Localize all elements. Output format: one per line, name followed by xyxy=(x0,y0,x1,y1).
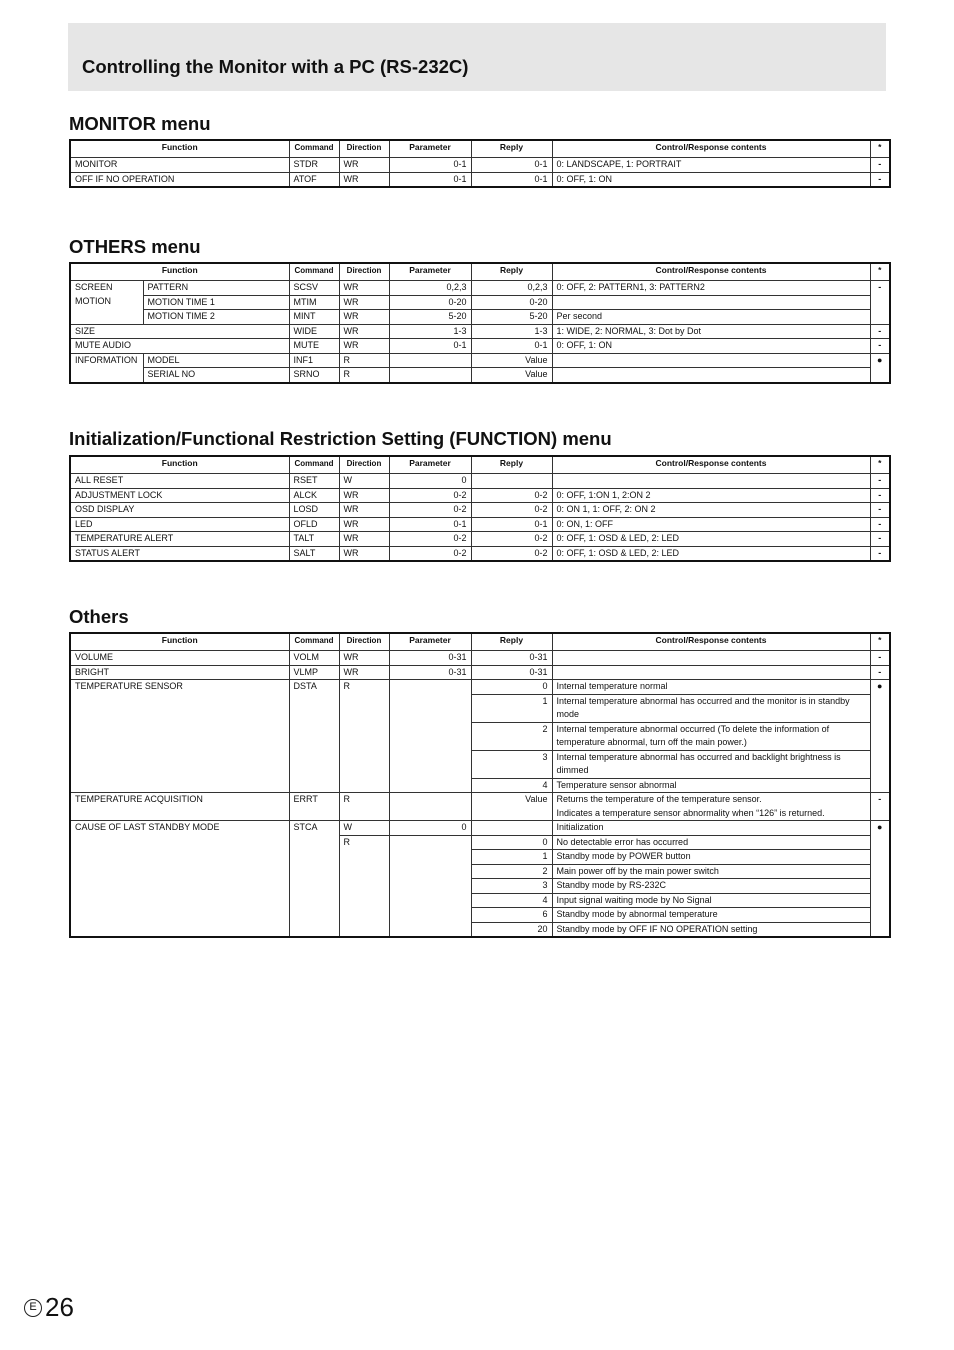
function-cell: ADJUSTMENT LOCK xyxy=(70,488,289,503)
function-cell: MOTION TIME 1 xyxy=(143,295,289,310)
star-cell: - xyxy=(870,474,890,489)
col-direction: Direction xyxy=(339,263,389,281)
direction-cell: WR xyxy=(339,665,389,680)
direction-cell: R xyxy=(339,368,389,383)
parameter-cell: 0-1 xyxy=(389,172,471,187)
parameter-cell: 0-1 xyxy=(389,339,471,354)
function-cell: BRIGHT xyxy=(70,665,289,680)
parameter-cell: 0-1 xyxy=(389,158,471,173)
table-row xyxy=(70,295,890,310)
contents-cell: 0: OFF, 1: OSD & LED, 2: LED xyxy=(552,532,870,547)
col-contents: Control/Response contents xyxy=(552,633,870,651)
col-command: Command xyxy=(289,633,339,651)
reply-cell: 4 xyxy=(471,893,552,908)
reply-cell xyxy=(471,821,552,836)
star-cell: - xyxy=(870,339,890,354)
contents-cell: 0: ON, 1: OFF xyxy=(552,517,870,532)
star-cell: - xyxy=(870,532,890,547)
function-cell: SIZE xyxy=(70,324,289,339)
star-cell: - xyxy=(870,665,890,680)
contents-cell xyxy=(552,651,870,666)
reply-cell: 1 xyxy=(471,694,552,722)
function-cell: MONITOR xyxy=(70,158,289,173)
contents-cell: Internal temperature abnormal has occurred and the monitor is in standby mode xyxy=(552,694,870,722)
col-command: Command xyxy=(289,263,339,281)
star-cell: - xyxy=(870,517,890,532)
function-cell: VOLUME xyxy=(70,651,289,666)
contents-cell: 1: WIDE, 2: NORMAL, 3: Dot by Dot xyxy=(552,324,870,339)
direction-cell: WR xyxy=(339,517,389,532)
function-cell: OFF IF NO OPERATION xyxy=(70,172,289,187)
contents-cell: Internal temperature abnormal has occurred and backlight brightness is dimmed xyxy=(552,750,870,778)
direction-cell: WR xyxy=(339,324,389,339)
contents-cell xyxy=(552,665,870,680)
direction-cell: WR xyxy=(339,281,389,296)
reply-cell: 1-3 xyxy=(471,324,552,339)
star-cell: - xyxy=(870,281,890,325)
reply-cell: 0 xyxy=(471,835,552,850)
command-cell: ALCK xyxy=(289,488,339,503)
col-command: Command xyxy=(289,140,339,158)
col-contents: Control/Response contents xyxy=(552,456,870,474)
reply-cell: 0-1 xyxy=(471,339,552,354)
command-cell: WIDE xyxy=(289,324,339,339)
col-function: Function xyxy=(70,633,289,651)
contents-cell: 0: OFF, 1: ON xyxy=(552,339,870,354)
section-title-others: Others xyxy=(69,606,129,627)
table-row xyxy=(70,281,890,296)
contents-cell: 0: OFF, 1: ON xyxy=(552,172,870,187)
contents-cell: Input signal waiting mode by No Signal xyxy=(552,893,870,908)
function-cell: MOTION TIME 2 xyxy=(143,310,289,325)
parameter-cell: 0-1 xyxy=(389,517,471,532)
group-cell-screen-motion: SCREEN MOTION xyxy=(70,281,143,325)
reply-cell: 0-2 xyxy=(471,532,552,547)
parameter-cell: 0-31 xyxy=(389,651,471,666)
reply-cell: 5-20 xyxy=(471,310,552,325)
parameter-cell: 0-2 xyxy=(389,532,471,547)
command-cell: SCSV xyxy=(289,281,339,296)
col-direction: Direction xyxy=(339,633,389,651)
reply-cell: 6 xyxy=(471,908,552,923)
col-function: Function xyxy=(70,263,289,281)
col-reply: Reply xyxy=(471,140,552,158)
table-header-row xyxy=(70,456,890,474)
contents-cell: 0: OFF, 1:ON 1, 2:ON 2 xyxy=(552,488,870,503)
command-cell: MINT xyxy=(289,310,339,325)
reply-cell: 0-1 xyxy=(471,517,552,532)
direction-cell: W xyxy=(339,474,389,489)
parameter-cell: 0-2 xyxy=(389,488,471,503)
col-star: * xyxy=(870,140,890,158)
reply-cell: 0,2,3 xyxy=(471,281,552,296)
star-cell: - xyxy=(870,651,890,666)
function-cell: OSD DISPLAY xyxy=(70,503,289,518)
reply-cell: 0-31 xyxy=(471,651,552,666)
col-function: Function xyxy=(70,140,289,158)
reply-cell: 0-2 xyxy=(471,488,552,503)
star-cell: - xyxy=(870,324,890,339)
col-function: Function xyxy=(70,456,289,474)
col-parameter: Parameter xyxy=(389,633,471,651)
command-cell: INF1 xyxy=(289,353,339,368)
contents-cell: Initialization xyxy=(552,821,870,836)
function-cell: MODEL xyxy=(143,353,289,368)
star-cell: ● xyxy=(870,680,890,793)
reply-cell: 0-2 xyxy=(471,503,552,518)
parameter-cell xyxy=(389,368,471,383)
direction-cell: WR xyxy=(339,295,389,310)
section-title-function-menu: Initialization/Functional Restriction Setting (FUNCTION) menu xyxy=(69,428,612,449)
contents-cell: Internal temperature normal xyxy=(552,680,870,695)
col-parameter: Parameter xyxy=(389,263,471,281)
col-direction: Direction xyxy=(339,140,389,158)
table-row xyxy=(70,172,890,187)
table-row xyxy=(70,474,890,489)
parameter-cell: 0-31 xyxy=(389,665,471,680)
table-row xyxy=(70,353,890,368)
command-cell: OFLD xyxy=(289,517,339,532)
parameter-cell xyxy=(389,793,471,821)
contents-cell: 0: LANDSCAPE, 1: PORTRAIT xyxy=(552,158,870,173)
table-row xyxy=(70,503,890,518)
command-cell: RSET xyxy=(289,474,339,489)
command-cell: MUTE xyxy=(289,339,339,354)
contents-cell xyxy=(552,353,870,368)
star-cell: - xyxy=(870,546,890,561)
contents-cell: Standby mode by POWER button xyxy=(552,850,870,865)
table-row xyxy=(70,680,890,695)
star-cell: - xyxy=(870,488,890,503)
page-number-value: 26 xyxy=(45,1292,74,1322)
star-cell: ● xyxy=(870,353,890,383)
contents-cell: Internal temperature abnormal occurred (To delete the information of temperature abnormal, turn off the main power.) xyxy=(552,722,870,750)
command-cell: VLMP xyxy=(289,665,339,680)
direction-cell: WR xyxy=(339,158,389,173)
col-contents: Control/Response contents xyxy=(552,263,870,281)
direction-cell: WR xyxy=(339,172,389,187)
function-cell: TEMPERATURE ALERT xyxy=(70,532,289,547)
direction-cell: R xyxy=(339,835,389,937)
page-title: Controlling the Monitor with a PC (RS-232C) xyxy=(82,56,469,77)
function-cell: TEMPERATURE SENSOR xyxy=(70,680,289,793)
reply-cell: Value xyxy=(471,353,552,368)
contents-cell xyxy=(552,368,870,383)
reply-cell: 2 xyxy=(471,722,552,750)
contents-cell: 0: OFF, 1: OSD & LED, 2: LED xyxy=(552,546,870,561)
table-row xyxy=(70,793,890,821)
reply-cell: 4 xyxy=(471,778,552,793)
table-header-row xyxy=(70,633,890,651)
parameter-cell xyxy=(389,353,471,368)
star-cell: - xyxy=(870,503,890,518)
parameter-cell: 5-20 xyxy=(389,310,471,325)
reply-cell: 0 xyxy=(471,680,552,695)
table-row xyxy=(70,368,890,383)
reply-cell xyxy=(471,474,552,489)
table-row xyxy=(70,651,890,666)
section-title-monitor: MONITOR menu xyxy=(69,113,211,134)
table-row xyxy=(70,324,890,339)
table-row xyxy=(70,310,890,325)
table-header-row xyxy=(70,263,890,281)
function-cell: PATTERN xyxy=(143,281,289,296)
contents-cell: Standby mode by OFF IF NO OPERATION setting xyxy=(552,922,870,937)
contents-cell: Per second xyxy=(552,310,870,325)
contents-cell: 0: OFF, 2: PATTERN1, 3: PATTERN2 xyxy=(552,281,870,296)
contents-cell xyxy=(552,474,870,489)
contents-line: Indicates a temperature sensor abnormality when “126” is returned. xyxy=(556,807,825,818)
function-cell: TEMPERATURE ACQUISITION xyxy=(70,793,289,821)
page-number xyxy=(24,1292,74,1323)
reply-cell: Value xyxy=(471,793,552,821)
contents-cell: 0: ON 1, 1: OFF, 2: ON 2 xyxy=(552,503,870,518)
col-star: * xyxy=(870,633,890,651)
group-cell-information: INFORMATION xyxy=(70,353,143,383)
contents-cell: Standby mode by RS-232C xyxy=(552,879,870,894)
reply-cell: 2 xyxy=(471,864,552,879)
function-cell: CAUSE OF LAST STANDBY MODE xyxy=(70,821,289,938)
direction-cell: R xyxy=(339,680,389,793)
parameter-cell xyxy=(389,680,471,793)
direction-cell: WR xyxy=(339,310,389,325)
function-cell: STATUS ALERT xyxy=(70,546,289,561)
reply-cell: 20 xyxy=(471,922,552,937)
reply-cell: 0-31 xyxy=(471,665,552,680)
star-cell: - xyxy=(870,158,890,173)
direction-cell: R xyxy=(339,793,389,821)
function-cell: LED xyxy=(70,517,289,532)
table-row xyxy=(70,488,890,503)
function-cell: ALL RESET xyxy=(70,474,289,489)
col-parameter: Parameter xyxy=(389,140,471,158)
section-title-others-menu: OTHERS menu xyxy=(69,236,201,257)
command-cell: LOSD xyxy=(289,503,339,518)
direction-cell: WR xyxy=(339,532,389,547)
parameter-cell: 0 xyxy=(389,821,471,836)
command-cell: SRNO xyxy=(289,368,339,383)
reply-cell: 3 xyxy=(471,879,552,894)
direction-cell: R xyxy=(339,353,389,368)
command-cell: DSTA xyxy=(289,680,339,793)
function-cell: SERIAL NO xyxy=(143,368,289,383)
table-header-row xyxy=(70,140,890,158)
command-cell: TALT xyxy=(289,532,339,547)
col-reply: Reply xyxy=(471,263,552,281)
monitor-table xyxy=(69,139,891,188)
direction-cell: W xyxy=(339,821,389,836)
table-row xyxy=(70,339,890,354)
col-contents: Control/Response contents xyxy=(552,140,870,158)
function-menu-table xyxy=(69,455,891,562)
parameter-cell: 0-2 xyxy=(389,503,471,518)
command-cell: VOLM xyxy=(289,651,339,666)
table-row xyxy=(70,532,890,547)
reply-cell: 1 xyxy=(471,850,552,865)
col-command: Command xyxy=(289,456,339,474)
col-star: * xyxy=(870,456,890,474)
reply-cell: 3 xyxy=(471,750,552,778)
reply-cell: Value xyxy=(471,368,552,383)
parameter-cell: 0-2 xyxy=(389,546,471,561)
function-cell: MUTE AUDIO xyxy=(70,339,289,354)
command-cell: SALT xyxy=(289,546,339,561)
direction-cell: WR xyxy=(339,651,389,666)
language-badge: E xyxy=(24,1299,42,1317)
col-direction: Direction xyxy=(339,456,389,474)
others-menu-table xyxy=(69,262,891,384)
table-row xyxy=(70,158,890,173)
command-cell: STDR xyxy=(289,158,339,173)
table-row xyxy=(70,821,890,836)
contents-cell: Standby mode by abnormal temperature xyxy=(552,908,870,923)
parameter-cell: 1-3 xyxy=(389,324,471,339)
contents-line: Returns the temperature of the temperature sensor. xyxy=(556,794,762,804)
reply-cell: 0-1 xyxy=(471,172,552,187)
command-cell: ERRT xyxy=(289,793,339,821)
direction-cell: WR xyxy=(339,503,389,518)
contents-cell xyxy=(552,793,870,821)
contents-cell: Main power off by the main power switch xyxy=(552,864,870,879)
col-star: * xyxy=(870,263,890,281)
command-cell: ATOF xyxy=(289,172,339,187)
table-row xyxy=(70,665,890,680)
table-row xyxy=(70,546,890,561)
star-cell: - xyxy=(870,172,890,187)
parameter-cell: 0,2,3 xyxy=(389,281,471,296)
others-table xyxy=(69,632,891,938)
col-parameter: Parameter xyxy=(389,456,471,474)
reply-cell: 0-20 xyxy=(471,295,552,310)
contents-cell: No detectable error has occurred xyxy=(552,835,870,850)
command-cell: MTIM xyxy=(289,295,339,310)
star-cell: - xyxy=(870,793,890,821)
star-cell: ● xyxy=(870,821,890,938)
direction-cell: WR xyxy=(339,546,389,561)
direction-cell: WR xyxy=(339,339,389,354)
col-reply: Reply xyxy=(471,633,552,651)
contents-cell: Temperature sensor abnormal xyxy=(552,778,870,793)
reply-cell: 0-2 xyxy=(471,546,552,561)
parameter-cell xyxy=(389,835,471,937)
header-band xyxy=(68,23,886,91)
command-cell: STCA xyxy=(289,821,339,938)
reply-cell: 0-1 xyxy=(471,158,552,173)
col-reply: Reply xyxy=(471,456,552,474)
parameter-cell: 0-20 xyxy=(389,295,471,310)
parameter-cell: 0 xyxy=(389,474,471,489)
contents-cell xyxy=(552,295,870,310)
table-row xyxy=(70,517,890,532)
direction-cell: WR xyxy=(339,488,389,503)
